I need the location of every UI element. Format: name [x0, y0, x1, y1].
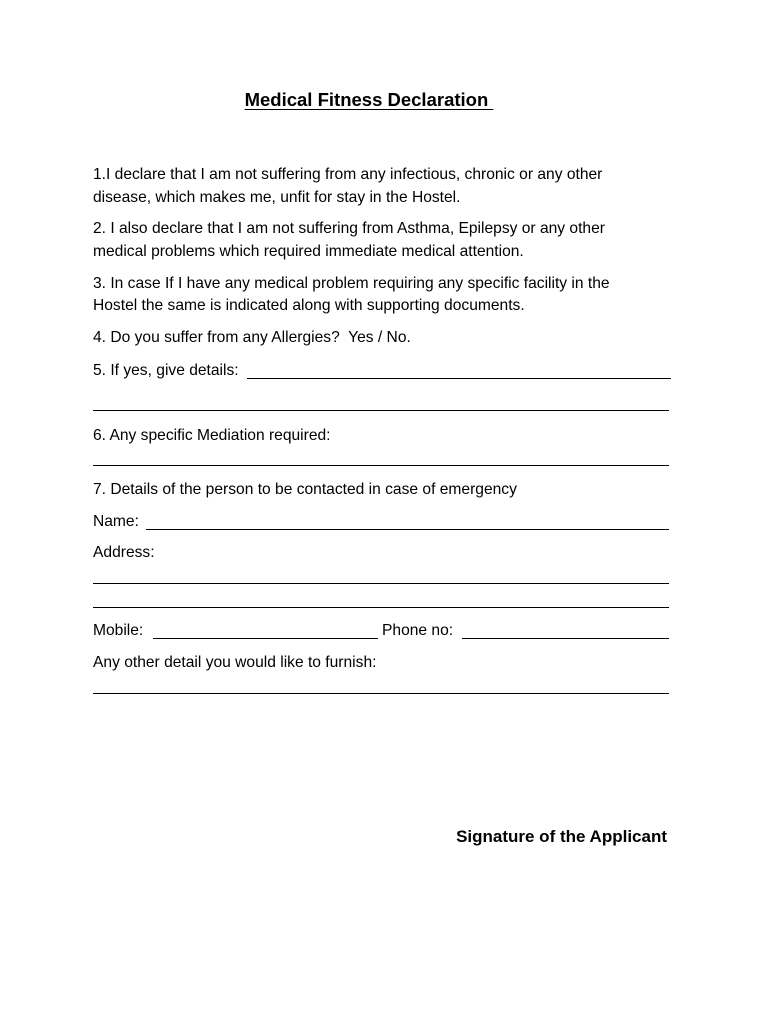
name-label: Name: — [93, 513, 139, 530]
item-2-line-2: medical problems which required immediate medical attention. — [93, 243, 524, 260]
item-1-line-1: 1.I declare that I am not suffering from any infectious, chronic or any other — [93, 166, 603, 183]
address-label: Address: — [93, 544, 155, 561]
item-4-allergies-question: 4. Do you suffer from any Allergies? Yes / No. — [93, 329, 411, 346]
mobile-blank[interactable] — [153, 638, 378, 639]
item-1-line-2: disease, which makes me, unfit for stay in the Hostel. — [93, 189, 461, 206]
item-6-label: 6. Any specific Mediation required: — [93, 427, 331, 444]
item-2-line-1: 2. I also declare that I am not suffering from Asthma, Epilepsy or any other — [93, 220, 605, 237]
other-detail-label: Any other detail you would like to furnish: — [93, 654, 377, 671]
document-title: Medical Fitness Declaration — [244, 89, 494, 110]
other-detail-blank[interactable] — [93, 693, 669, 694]
item-7-heading: 7. Details of the person to be contacted in case of emergency — [93, 481, 517, 498]
phone-label: Phone no: — [382, 622, 454, 639]
name-blank[interactable] — [146, 529, 669, 530]
item-5-label: 5. If yes, give details: — [93, 362, 239, 379]
signature-label: Signature of the Applicant — [456, 827, 667, 846]
allergy-details-blank-2[interactable] — [93, 410, 669, 411]
phone-blank[interactable] — [462, 638, 669, 639]
address-blank-1[interactable] — [93, 583, 669, 584]
mobile-label: Mobile: — [93, 622, 144, 639]
item-3-line-1: 3. In case If I have any medical problem requiring any specific facility in the — [93, 275, 610, 292]
address-blank-2[interactable] — [93, 607, 669, 608]
medication-blank[interactable] — [93, 465, 669, 466]
allergy-details-blank-1[interactable] — [247, 378, 671, 379]
item-3-line-2: Hostel the same is indicated along with supporting documents. — [93, 297, 525, 314]
